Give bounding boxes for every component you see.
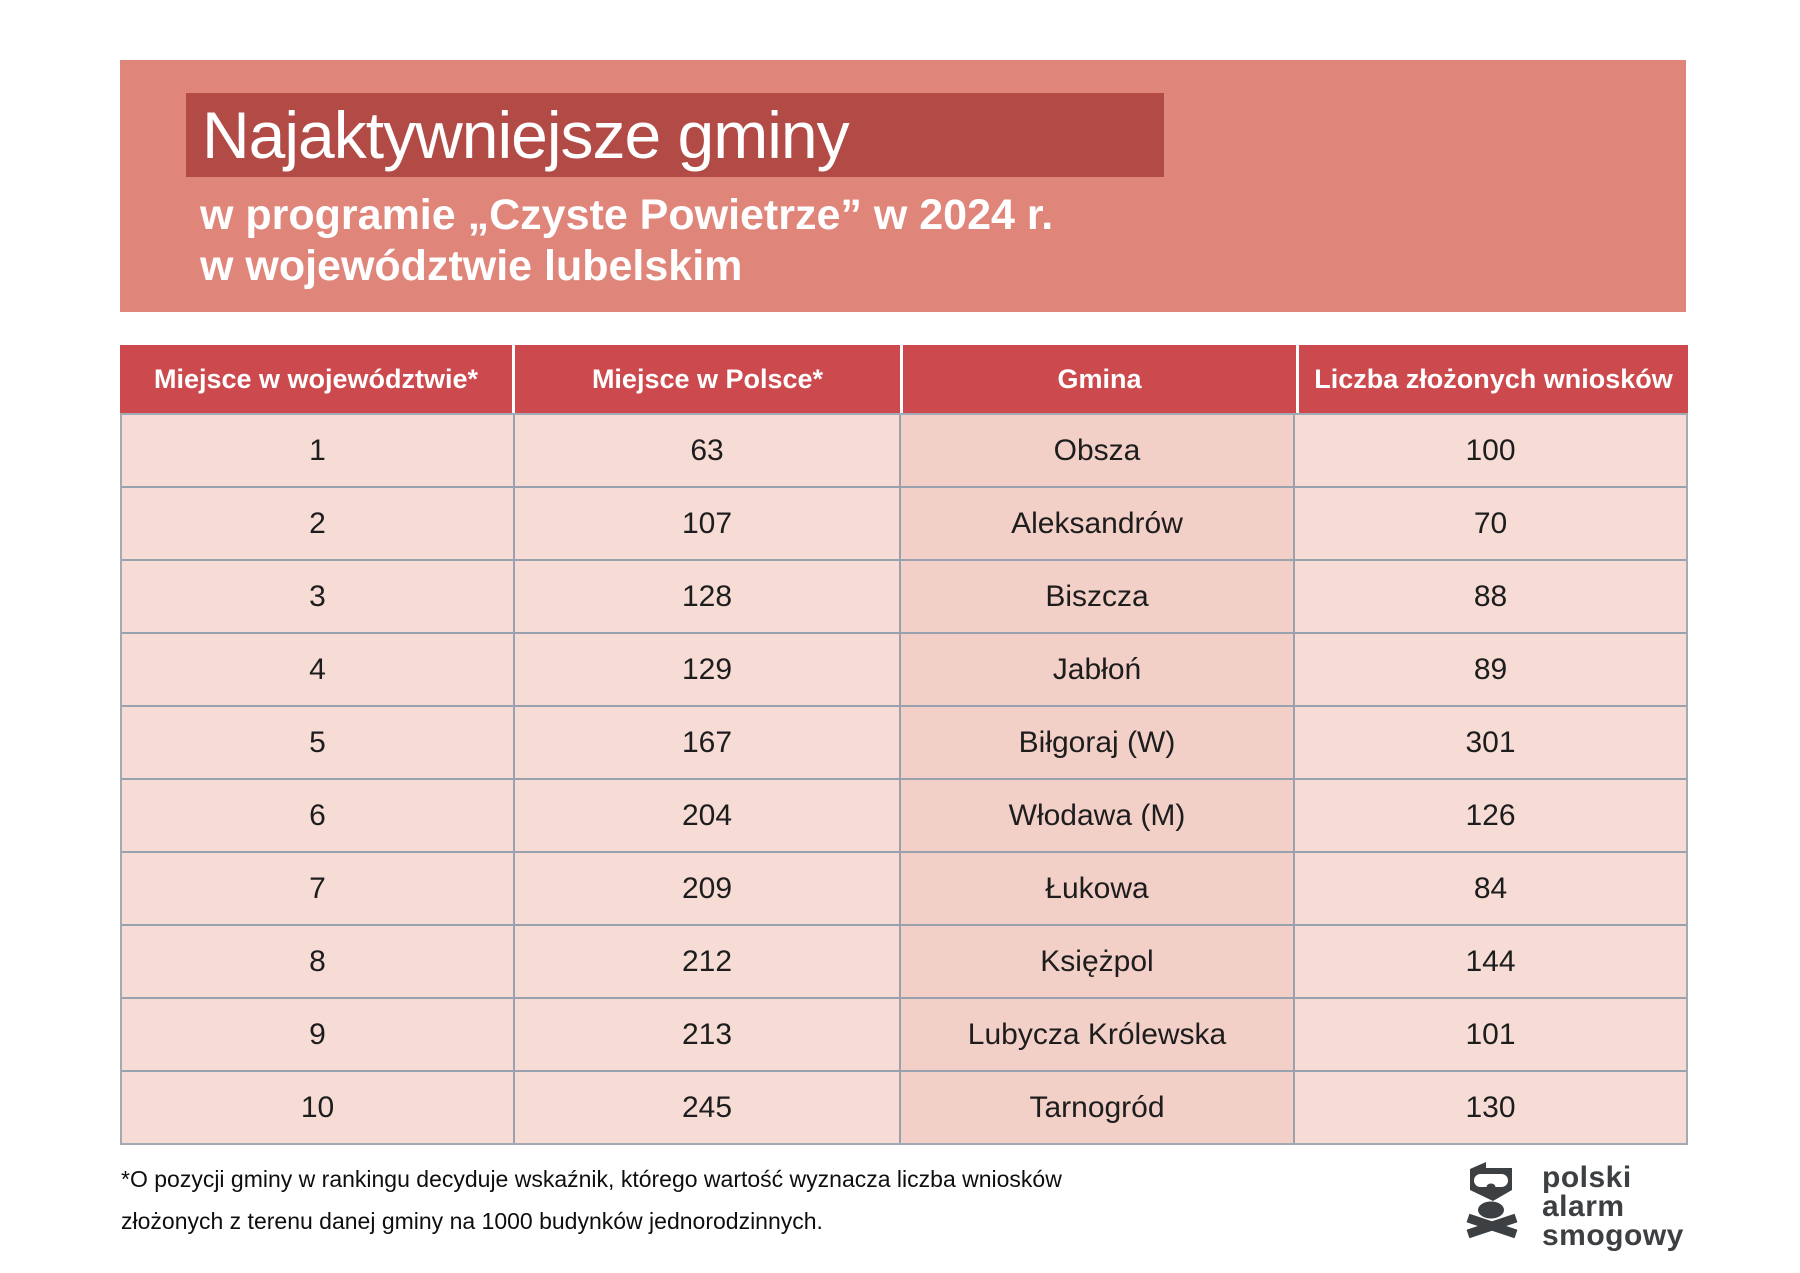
table-row xyxy=(122,415,1686,486)
table-cell: 101 xyxy=(1295,999,1686,1070)
table-cell: 88 xyxy=(1295,561,1686,632)
table-cell: 5 xyxy=(122,707,513,778)
logo-line-2: alarm xyxy=(1542,1190,1625,1223)
table-row xyxy=(122,634,1686,705)
column-header-liczba-wnioskow: Liczba złożonych wniosków xyxy=(1299,345,1688,413)
table-cell: 1 xyxy=(122,415,513,486)
table-cell: 128 xyxy=(515,561,899,632)
subtitle-line-1: w programie „Czyste Powietrze” w 2024 r. xyxy=(200,191,1054,239)
polski-alarm-smogowy-logo xyxy=(1466,1160,1684,1250)
table-cell: 126 xyxy=(1295,780,1686,851)
page-title: Najaktywniejsze gminy xyxy=(202,98,849,172)
table-cell: 209 xyxy=(515,853,899,924)
subtitle-line-2: w województwie lubelskim xyxy=(200,242,743,290)
logo-line-3: smogowy xyxy=(1542,1219,1684,1252)
table-cell: 4 xyxy=(122,634,513,705)
table-cell: 130 xyxy=(1295,1072,1686,1143)
table-cell-gmina: Obsza xyxy=(901,415,1293,486)
table-row xyxy=(122,780,1686,851)
table-cell: 212 xyxy=(515,926,899,997)
table-row xyxy=(122,561,1686,632)
table-cell: 70 xyxy=(1295,488,1686,559)
table-cell-gmina: Księżpol xyxy=(901,926,1293,997)
footnote xyxy=(121,1158,1062,1242)
column-header-miejsce-wojewodztwo: Miejsce w województwie* xyxy=(120,345,512,413)
table-cell: 84 xyxy=(1295,853,1686,924)
table-cell: 107 xyxy=(515,488,899,559)
table-cell: 144 xyxy=(1295,926,1686,997)
table-cell-gmina: Włodawa (M) xyxy=(901,780,1293,851)
column-header-miejsce-polska: Miejsce w Polsce* xyxy=(515,345,900,413)
table-cell: 63 xyxy=(515,415,899,486)
table-cell-gmina: Jabłoń xyxy=(901,634,1293,705)
table-cell: 245 xyxy=(515,1072,899,1143)
table-cell-gmina: Łukowa xyxy=(901,853,1293,924)
page-subtitle xyxy=(200,190,1053,292)
table-cell: 167 xyxy=(515,707,899,778)
table-cell: 2 xyxy=(122,488,513,559)
table-cell: 8 xyxy=(122,926,513,997)
table-row xyxy=(122,926,1686,997)
table-cell-gmina: Biłgoraj (W) xyxy=(901,707,1293,778)
title-bar xyxy=(186,93,1164,177)
table-cell-gmina: Lubycza Królewska xyxy=(901,999,1293,1070)
footnote-line-2: złożonych z terenu danej gminy na 1000 budynków jednorodzinnych. xyxy=(121,1208,823,1234)
table-cell: 6 xyxy=(122,780,513,851)
table-body xyxy=(120,413,1688,1145)
table-cell: 3 xyxy=(122,561,513,632)
skull-crossbones-gas-mask-icon xyxy=(1466,1160,1522,1238)
table-cell-gmina: Biszcza xyxy=(901,561,1293,632)
table-row xyxy=(122,1072,1686,1143)
table-header-row xyxy=(120,345,1688,413)
logo-line-1: polski xyxy=(1542,1161,1632,1194)
table-cell: 7 xyxy=(122,853,513,924)
table-cell: 204 xyxy=(515,780,899,851)
footnote-line-1: *O pozycji gminy w rankingu decyduje wskaźnik, którego wartość wyznacza liczba wniosków xyxy=(121,1166,1062,1192)
table-cell: 10 xyxy=(122,1072,513,1143)
logo-text xyxy=(1542,1163,1684,1250)
table-cell: 9 xyxy=(122,999,513,1070)
header-block xyxy=(120,60,1686,312)
table-row xyxy=(122,999,1686,1070)
table-cell: 301 xyxy=(1295,707,1686,778)
table-row xyxy=(122,488,1686,559)
table-cell: 89 xyxy=(1295,634,1686,705)
column-header-gmina: Gmina xyxy=(903,345,1296,413)
table-cell-gmina: Tarnogród xyxy=(901,1072,1293,1143)
table-cell-gmina: Aleksandrów xyxy=(901,488,1293,559)
table-cell: 100 xyxy=(1295,415,1686,486)
table-cell: 213 xyxy=(515,999,899,1070)
table-row xyxy=(122,707,1686,778)
table-cell: 129 xyxy=(515,634,899,705)
table-row xyxy=(122,853,1686,924)
